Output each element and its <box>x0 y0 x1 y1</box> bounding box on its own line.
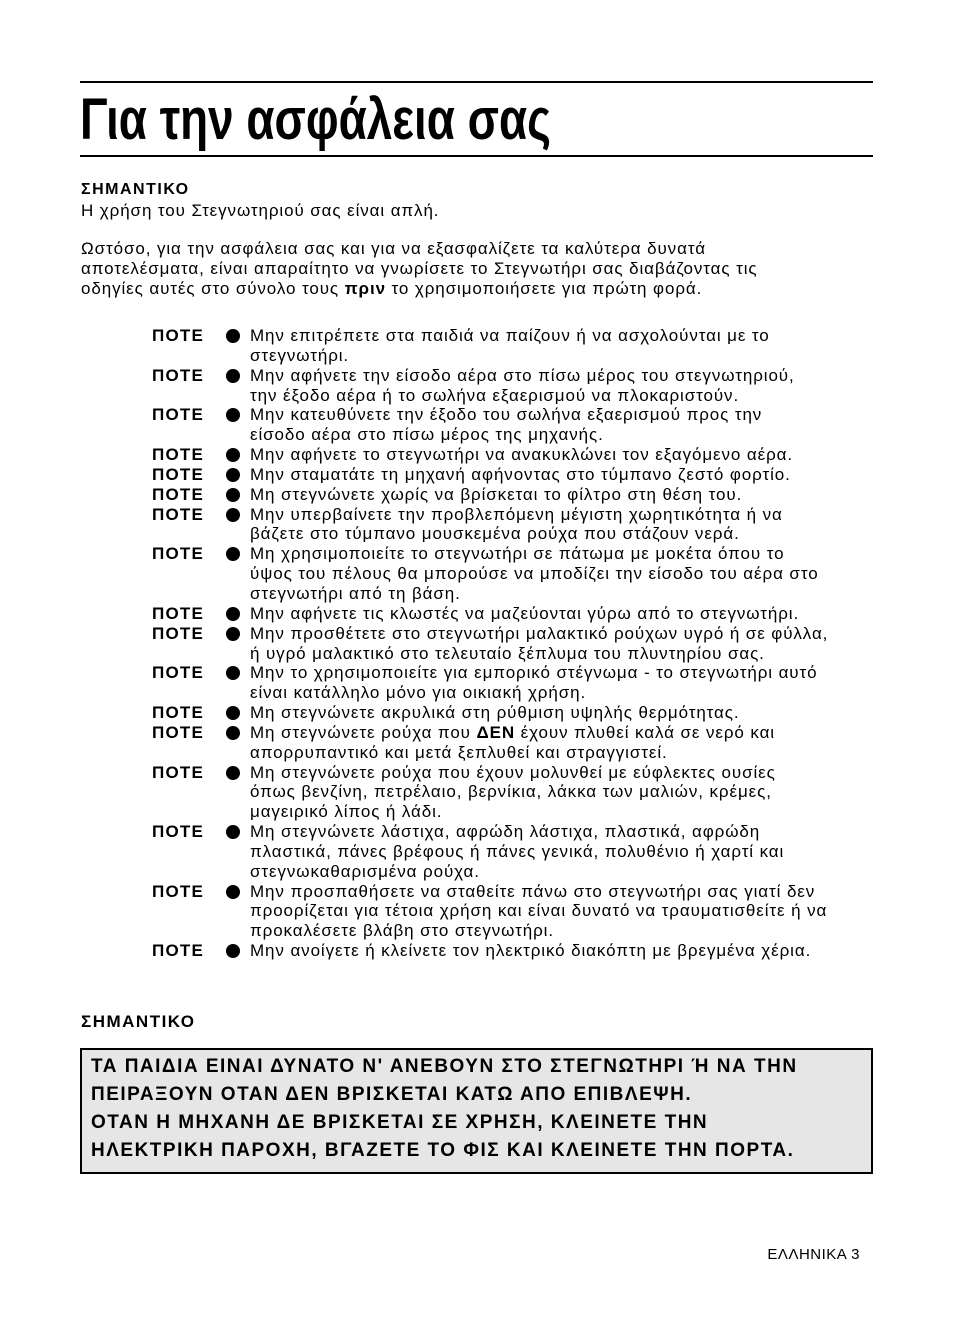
intro-line: Η χρήση του Στεγνωτηριού σας είναι απλή. <box>81 201 440 220</box>
warning-label: ΠΟΤΕ <box>152 445 205 465</box>
text-line: Μην αφήνετε τις κλωστές να μαζεύονται γύρω από το στεγνωτήρι. <box>250 603 800 623</box>
warning-label: ΠΟΤΕ <box>152 603 205 623</box>
page-footer: ΕΛΛΗΝΙΚΑ 3 <box>767 1246 860 1263</box>
text-line: Μην σταματάτε τη μηχανή αφήνοντας στο τύμπανο ζεστό φορτίο. <box>250 464 791 484</box>
warning-item <box>152 366 873 406</box>
warning-item <box>152 505 873 545</box>
text-line: Μη στεγνώνετε χωρίς να βρίσκεται το φίλτρο στη θέση του. <box>250 484 743 504</box>
text-segment: Μη στεγνώνετε ρούχα που <box>250 722 477 742</box>
text-line: Μη χρησιμοποιείτε το στεγνωτήρι σε πάτωμα με μοκέτα όπου το <box>250 544 785 564</box>
text-line: στεγνωτήρι. <box>250 345 350 365</box>
text-line: την έξοδο αέρα ή το σωλήνα εξαερισμού να πλοκαριστούν. <box>250 385 740 405</box>
bullet-icon <box>226 445 250 465</box>
text-line: στεγνωκαθαρισμένα ρούχα. <box>250 861 480 881</box>
warning-label: ΠΟΤΕ <box>152 504 205 524</box>
warning-item <box>152 485 873 505</box>
warning-text <box>250 445 873 465</box>
warning-text <box>250 465 873 485</box>
warning-text <box>250 822 873 882</box>
text-line: απορρυπαντικό και μετά ξεπλυθεί και στραγγιστεί. <box>250 742 668 762</box>
text-line: Μην αφήνετε την είσοδο αέρα στο πίσω μέρος του στεγνωτηριού, <box>250 365 795 385</box>
warning-item <box>152 941 873 961</box>
text-line: Μην αφήνετε το στεγνωτήρι να ανακυκλώνει τον εξαγόμενο αέρα. <box>250 445 793 465</box>
warning-item <box>152 544 873 604</box>
warning-label: ΠΟΤΕ <box>152 623 205 643</box>
bullet-icon <box>226 326 250 346</box>
text-line: Μην προσθέτετε στο στεγνωτήρι μαλακτικό ρούχων υγρό ή σε φύλλα, <box>250 623 829 643</box>
text-line: είναι κατάλληλο μόνο για οικιακή χρήση. <box>250 683 587 703</box>
warnings-list <box>152 326 873 961</box>
warning-label: ΠΟΤΕ <box>152 722 205 742</box>
text-line: προορίζεται για τέτοια χρήση και είναι δυνατό να τραυματισθείτε ή να <box>250 901 828 921</box>
text-line: είσοδο αέρα στο πίσω μέρος της μηχανής. <box>250 425 604 445</box>
text-segment: οδηγίες αυτές στο σύνολο τους <box>81 279 345 298</box>
bullet-icon <box>226 604 250 624</box>
warning-text <box>250 882 873 942</box>
warning-item <box>152 882 873 942</box>
warning-text <box>250 941 873 961</box>
text-line: Μην το χρησιμοποιείτε για εμπορικό στέγνωμα - το στεγνωτήρι αυτό <box>250 663 818 683</box>
text-line <box>250 723 873 743</box>
warning-item <box>152 465 873 485</box>
warning-label: ΠΟΤΕ <box>152 405 205 425</box>
text-line: ύψος του πέλους θα μπορούσε να μποδίζει την είσοδο του αέρα στο <box>250 564 819 584</box>
warning-item <box>152 624 873 664</box>
title-divider <box>80 155 873 157</box>
warning-text <box>250 723 873 763</box>
warning-item <box>152 604 873 624</box>
warning-label: ΠΟΤΕ <box>152 663 205 683</box>
bullet-icon <box>226 465 250 485</box>
warning-item <box>152 763 873 823</box>
warning-text <box>250 544 873 604</box>
warning-text <box>250 485 873 505</box>
bullet-icon <box>226 723 250 743</box>
text-line: Μην υπερβαίνετε την προβλεπόμενη μέγιστη χωρητικότητα ή να <box>250 504 783 524</box>
warning-item <box>152 703 873 723</box>
text-line: μαγειρικό λίπος ή λάδι. <box>250 802 443 822</box>
warning-item <box>152 822 873 882</box>
text-line: στεγνωτήρι από τη βάση. <box>250 583 461 603</box>
warning-label: ΠΟΤΕ <box>152 703 205 723</box>
text-line: ή υγρό μαλακτικό στο τελευταίο ξέπλυμα του πλυντηρίου σας. <box>250 643 765 663</box>
bullet-icon <box>226 763 250 783</box>
bullet-icon <box>226 882 250 902</box>
text-line <box>81 279 873 299</box>
warning-label: ΠΟΤΕ <box>152 484 205 504</box>
warning-text <box>250 663 873 703</box>
warning-label: ΠΟΤΕ <box>152 881 205 901</box>
warning-label: ΠΟΤΕ <box>152 941 205 961</box>
text-line: Μην ανοίγετε ή κλείνετε τον ηλεκτρικό διακόπτη με βρεγμένα χέρια. <box>250 941 812 961</box>
notice-line: ΗΛΕΚΤΡΙΚΗ ΠΑΡΟΧΗ, ΒΓΑΖΕΤΕ ΤΟ ΦΙΣ ΚΑΙ ΚΛΕΙΝΕΤΕ ΤΗΝ ΠΟΡΤΑ. <box>91 1140 795 1161</box>
notice-line: ΟΤΑΝ Η ΜΗΧΑΝΗ ΔΕ ΒΡΙΣΚΕΤΑΙ ΣΕ ΧΡΗΣΗ, ΚΛΕΙΝΕΤΕ ΤΗΝ <box>91 1112 709 1133</box>
text-line: όπως βενζίνη, πετρέλαιο, βερνίκια, λάκκα των μαλιών, κρέμες, <box>250 782 772 802</box>
warning-label: ΠΟΤΕ <box>152 464 205 484</box>
text-line: Μη στεγνώνετε ακρυλικά στη ρύθμιση υψηλής θερμότητας. <box>250 703 740 723</box>
important-heading: ΣΗΜΑΝΤΙΚΟ <box>81 181 190 198</box>
warning-label: ΠΟΤΕ <box>152 762 205 782</box>
warning-text <box>250 366 873 406</box>
text-line: Ωστόσο, για την ασφάλεια σας και για να εξασφαλίζετε τα καλύτερα δυνατά <box>81 239 706 258</box>
bullet-icon <box>226 703 250 723</box>
warning-notice-box <box>80 1048 873 1174</box>
page-title: Για την ασφάλεια σας <box>80 87 552 152</box>
warning-item <box>152 723 873 763</box>
text-segment: έχουν πλυθεί καλά σε νερό και <box>515 722 775 742</box>
text-line: προκαλέσετε βλάβη στο στεγνωτήρι. <box>250 921 554 941</box>
text-line: πλαστικά, πάνες βρέφους ή πάνες γενικά, πολυθένιο ή χαρτί και <box>250 841 785 861</box>
warning-label: ΠΟΤΕ <box>152 544 205 564</box>
text-line: αποτελέσματα, είναι απαραίτητο να γνωρίσετε το Στεγνωτήρι σας διαβάζοντας τις <box>81 259 758 278</box>
notice-line: ΠΕΙΡΑΞΟΥΝ ΟΤΑΝ ΔΕΝ ΒΡΙΣΚΕΤΑΙ ΚΑΤΩ ΑΠΟ ΕΠΙΒΛΕΨΗ. <box>91 1084 693 1105</box>
emphasis-text: πριν <box>344 279 386 298</box>
warning-item <box>152 445 873 465</box>
warning-text <box>250 703 873 723</box>
bullet-icon <box>226 822 250 842</box>
warning-text <box>250 624 873 664</box>
warning-text <box>250 505 873 545</box>
bullet-icon <box>226 405 250 425</box>
text-line: Μην προσπαθήσετε να σταθείτε πάνω στο στεγνωτήρι σας γιατί δεν <box>250 881 816 901</box>
warning-text <box>250 604 873 624</box>
top-divider <box>80 81 873 83</box>
notice-line: ΤΑ ΠΑΙΔΙΑ ΕΙΝΑΙ ΔΥΝΑΤΟ Ν' ΑΝΕΒΟΥΝ ΣΤΟ ΣΤΕΓΝΩΤΗΡΙ Ή ΝΑ ΤΗΝ <box>91 1056 798 1077</box>
bullet-icon <box>226 505 250 525</box>
warning-label: ΠΟΤΕ <box>152 365 205 385</box>
warning-text <box>250 405 873 445</box>
text-segment: το χρησιμοποιήσετε για πρώτη φορά. <box>385 279 703 298</box>
emphasis-text: ΔΕΝ <box>476 722 516 742</box>
bullet-icon <box>226 544 250 564</box>
bullet-icon <box>226 624 250 644</box>
warning-text <box>250 326 873 366</box>
warning-label: ΠΟΤΕ <box>152 326 205 345</box>
text-line: βάζετε στο τύμπανο μουσκεμένα ρούχα που στάζουν νερά. <box>250 524 740 544</box>
bullet-icon <box>226 941 250 961</box>
text-line: Μην επιτρέπετε στα παιδιά να παίζουν ή να ασχολούνται με το <box>250 326 770 345</box>
text-line: Μη στεγνώνετε λάστιχα, αφρώδη λάστιχα, πλαστικά, αφρώδη <box>250 822 761 842</box>
intro-paragraph <box>81 239 873 299</box>
warning-item <box>152 405 873 445</box>
text-line: Μην κατευθύνετε την έξοδο του σωλήνα εξαερισμού προς την <box>250 405 763 425</box>
bullet-icon <box>226 663 250 683</box>
warning-text <box>250 763 873 823</box>
important-heading-2: ΣΗΜΑΝΤΙΚΟ <box>81 1012 196 1031</box>
bullet-icon <box>226 485 250 505</box>
bullet-icon <box>226 366 250 386</box>
warning-item <box>152 326 873 366</box>
warning-item <box>152 663 873 703</box>
text-line: Μη στεγνώνετε ρούχα που έχουν μολυνθεί με εύφλεκτες ουσίες <box>250 762 776 782</box>
warning-label: ΠΟΤΕ <box>152 822 205 842</box>
